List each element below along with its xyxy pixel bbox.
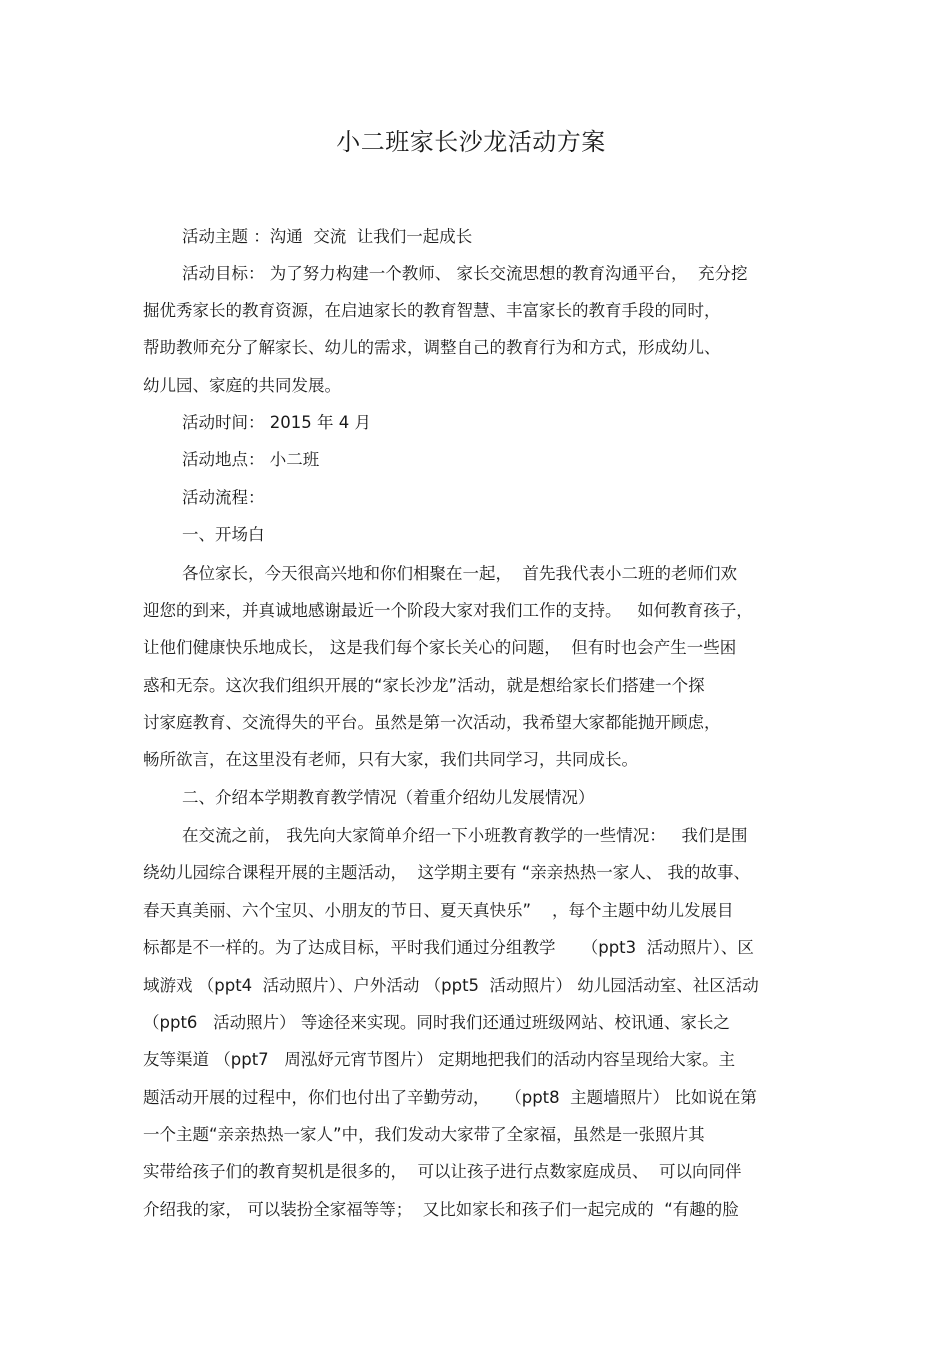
activity-location-line: 活动地点： 小二班 — [182, 450, 320, 469]
paragraph-line: （ppt6 活动照片） 等途径来实现。同时我们还通过班级网站、校讯通、家长之 — [143, 1013, 730, 1032]
paragraph-line: 幼儿园、家庭的共同发展。 — [143, 376, 341, 395]
paragraph-line: 友等渠道 （ppt7 周泓妤元宵节图片） 定期地把我们的活动内容呈现给大家。主 — [143, 1050, 736, 1069]
paragraph-line: 在交流之前， 我先向大家简单介绍一下小班教育教学的一些情况： 我们是围 — [182, 826, 748, 845]
activity-time-line: 活动时间： 2015 年 4 月 — [182, 413, 371, 432]
activity-goal-line: 活动目标： 为了努力构建一个教师、 家长交流思想的教育沟通平台， 充分挖 — [182, 264, 748, 283]
paragraph-line: 实带给孩子们的教育契机是很多的， 可以让孩子进行点数家庭成员、 可以向同伴 — [143, 1162, 742, 1181]
paragraph-line: 畅所欲言，在这里没有老师，只有大家，我们共同学习，共同成长。 — [143, 750, 638, 769]
paragraph-line: 各位家长，今天很高兴地和你们相聚在一起， 首先我代表小二班的老师们欢 — [182, 564, 737, 583]
section-heading-teaching-report: 二、介绍本学期教育教学情况（着重介绍幼儿发展情况） — [182, 788, 595, 807]
activity-theme-line: 活动主题 ：沟通 交流 让我们一起成长 — [182, 227, 473, 246]
paragraph-line: 题活动开展的过程中，你们也付出了辛勤劳动， （ppt8 主题墙照片） 比如说在第 — [143, 1088, 757, 1107]
document-title: 小二班家长沙龙活动方案 — [336, 128, 606, 156]
paragraph-line: 掘优秀家长的教育资源，在启迪家长的教育智慧、丰富家长的教育手段的同时， — [143, 301, 721, 320]
paragraph-line: 迎您的到来，并真诚地感谢最近一个阶段大家对我们工作的支持。 如何教育孩子， — [143, 601, 753, 620]
section-heading-opening: 一、开场白 — [182, 525, 265, 544]
paragraph-line: 域游戏 （ppt4 活动照片）、户外活动 （ppt5 活动照片） 幼儿园活动室、社区活动 — [143, 976, 759, 995]
paragraph-line: 春天真美丽、六个宝贝、小朋友的节日、夏天真快乐” ，每个主题中幼儿发展目 — [143, 901, 734, 920]
paragraph-line: 一个主题“亲亲热热一家人”中，我们发动大家带了全家福，虽然是一张照片其 — [143, 1125, 705, 1144]
paragraph-line: 惑和无奈。这次我们组织开展的“家长沙龙”活动，就是想给家长们搭建一个探 — [143, 676, 705, 695]
paragraph-line: 标都是不一样的。为了达成目标，平时我们通过分组教学 （ppt3 活动照片）、区 — [143, 938, 754, 957]
paragraph-line: 让他们健康快乐地成长， 这是我们每个家长关心的问题， 但有时也会产生一些困 — [143, 638, 737, 657]
paragraph-line: 讨家庭教育、交流得失的平台。虽然是第一次活动，我希望大家都能抛开顾虑， — [143, 713, 721, 732]
activity-process-heading: 活动流程： — [182, 488, 265, 507]
paragraph-line: 帮助教师充分了解家长、幼儿的需求，调整自己的教育行为和方式，形成幼儿、 — [143, 338, 721, 357]
paragraph-line: 介绍我的家， 可以装扮全家福等等； 又比如家长和孩子们一起完成的 “有趣的脸 — [143, 1200, 739, 1219]
paragraph-line: 绕幼儿园综合课程开展的主题活动， 这学期主要有 “亲亲热热一家人、 我的故事、 — [143, 863, 751, 882]
